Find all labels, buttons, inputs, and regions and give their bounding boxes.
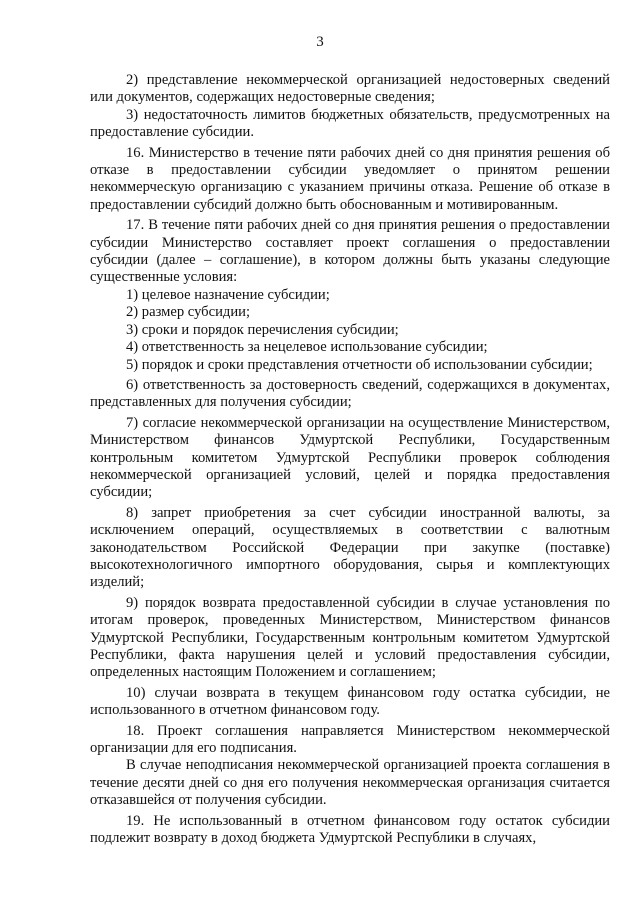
paragraph-item-3: 3) недостаточность лимитов бюджетных обязательств, предусмотренных на предоставление субсидии.	[90, 106, 610, 141]
condition-item-6: 6) ответственность за достоверность сведений, содержащихся в документах, представленных для получения субсидии;	[90, 376, 610, 411]
condition-item-2: 2) размер субсидии;	[126, 304, 250, 321]
condition-item-5: 5) порядок и сроки представления отчетности об использовании субсидии;	[126, 356, 593, 373]
condition-item-8: 8) запрет приобретения за счет субсидии иностранной валюты, за исключением операций, осуществляемых в соответствии с валютным законодательством Российской Федерации при закупке (поставке) высокотехнологичного импортного оборудования, сырья и комплектующих изделий;	[90, 504, 610, 591]
condition-item-3: 3) сроки и порядок перечисления субсидии;	[126, 321, 399, 338]
condition-item-4: 4) ответственность за нецелевое использование субсидии;	[126, 339, 488, 356]
condition-item-9: 9) порядок возврата предоставленной субсидии в случае установления по итогам проверок, проведенных Министерством, Министерством финансов Удмуртской Республики, Государственным контрольным комитетом Удмуртской Республики, факта нарушения целей и условий предоставления субсидии, определенных настоящим Положением и соглашением;	[90, 594, 610, 681]
page-number: 3	[316, 34, 324, 50]
paragraph-item-2: 2) представление некоммерческой организацией недостоверных сведений или документов, содержащих недостоверные сведения;	[90, 72, 610, 106]
condition-item-7: 7) согласие некоммерческой организации на осуществление Министерством, Министерством финансов Удмуртской Республики, Государственным контрольным комитетом Удмуртской Республики проверок соблюдения некоммерческой организацией условий, целей и порядка предоставления субсидии;	[90, 414, 610, 501]
paragraph-17: 17. В течение пяти рабочих дней со дня принятия решения о предоставлении субсидии Министерство составляет проект соглашения о предоставлении субсидии (далее – соглашение), в котором должны быть указаны следующие существенные условия:	[90, 217, 610, 286]
condition-item-10: 10) случаи возврата в текущем финансовом году остатка субсидии, не использованного в отчетном финансовом году.	[90, 684, 610, 719]
paragraph-18: 18. Проект соглашения направляется Министерством некоммерческой организации для его подписания.	[90, 722, 610, 757]
paragraph-unsigned-case: В случае неподписания некоммерческой организацией проекта соглашения в течение десяти дней со дня его получения некоммерческая организация считается отказавшейся от получения субсидии.	[90, 757, 610, 809]
paragraph-16: 16. Министерство в течение пяти рабочих дней со дня принятия решения об отказе в предоставлении субсидии уведомляет о принятом решении некоммерческую организацию с указанием причины отказа. Решение об отказе в предоставлении субсидий должно быть обоснованным и мотивированным.	[90, 144, 610, 213]
condition-item-1: 1) целевое назначение субсидии;	[126, 286, 330, 303]
document-body	[90, 72, 610, 847]
paragraph-19: 19. Не использованный в отчетном финансовом году остаток субсидии подлежит возврату в доход бюджета Удмуртской Республики в случаях,	[90, 812, 610, 847]
